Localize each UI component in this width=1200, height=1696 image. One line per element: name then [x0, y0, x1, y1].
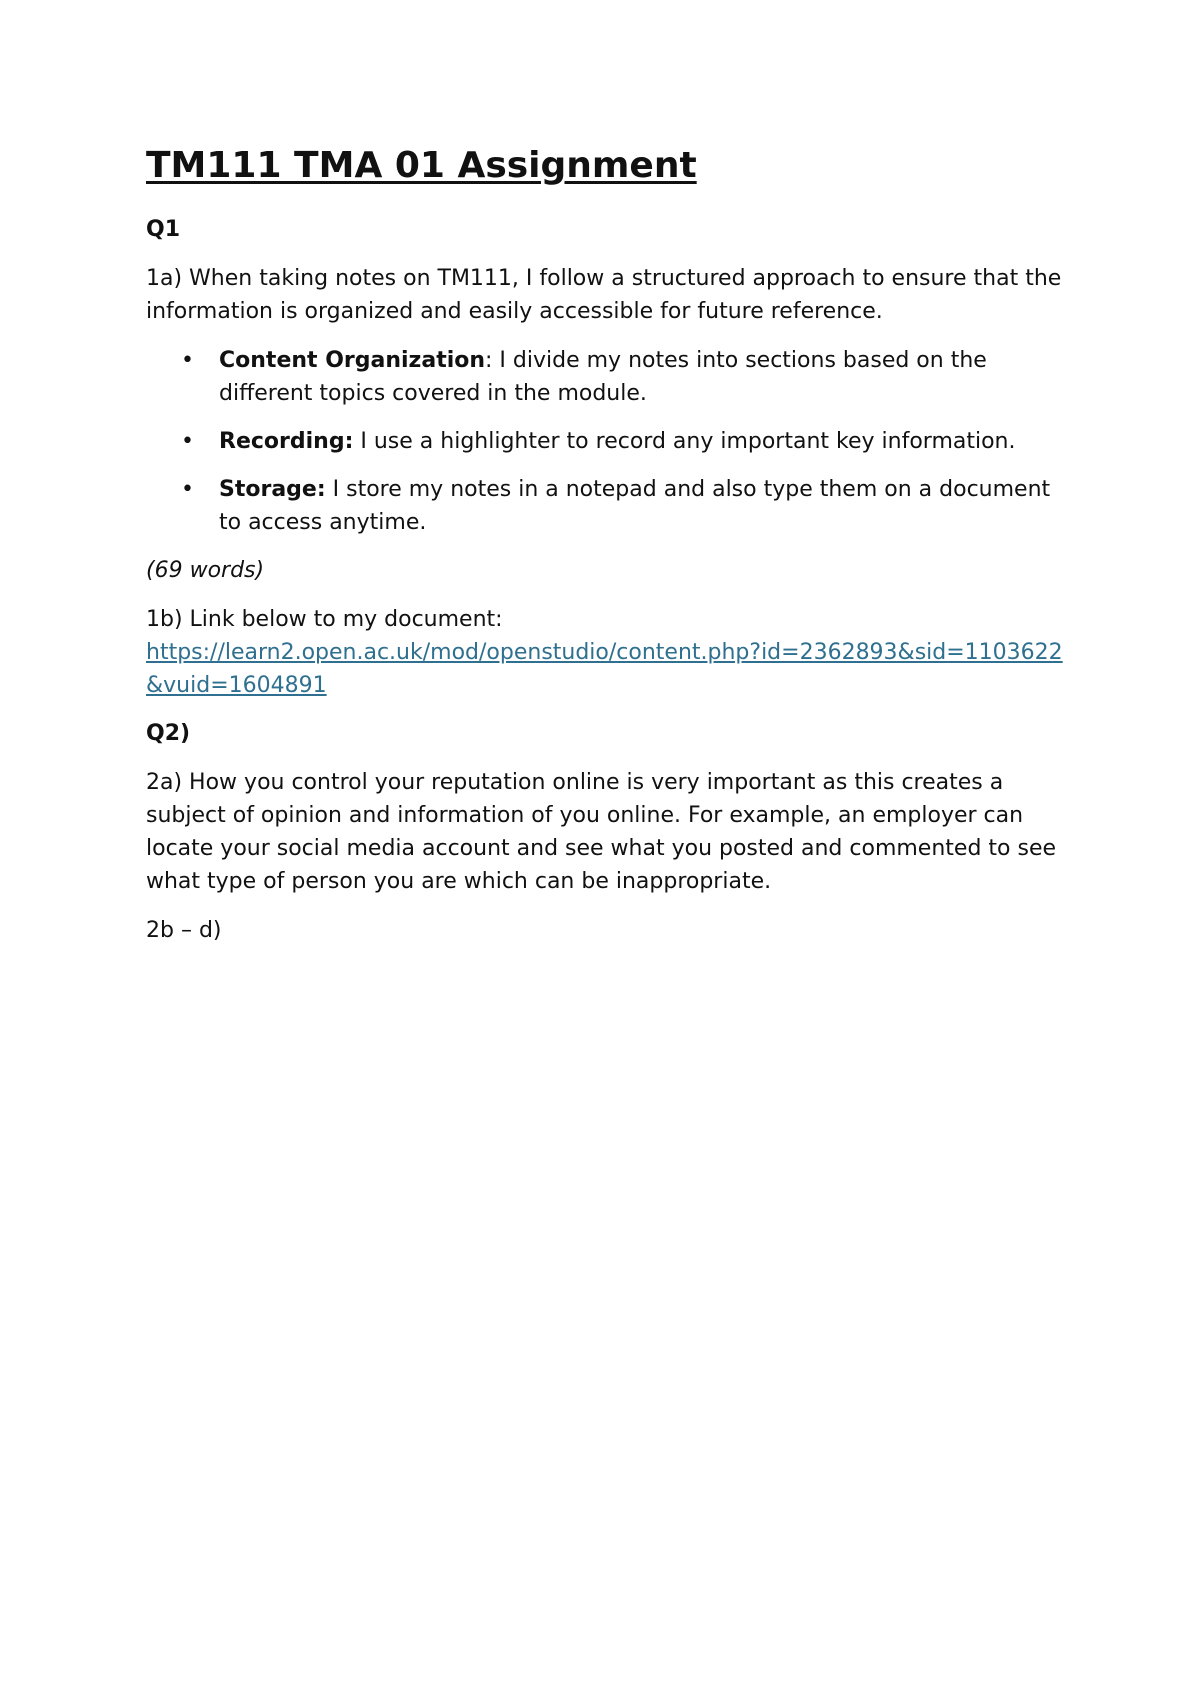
document-title: TM111 TMA 01 Assignment	[146, 145, 697, 186]
bullet-text: : I divide my notes into sections based on the different topics covered in the module.	[219, 348, 987, 406]
q2b-paragraph: 2b – d)	[146, 918, 222, 943]
bullet-dot-icon: •	[181, 477, 194, 502]
q1b-paragraph	[146, 603, 1066, 702]
q1b-text: 1b) Link below to my document:	[146, 607, 503, 632]
bullet-storage	[181, 473, 1066, 539]
bullet-label: Content Organization	[219, 348, 486, 373]
bullet-content-organization	[181, 344, 1066, 410]
bullet-dot-icon: •	[181, 429, 194, 454]
bullet-label: Storage:	[219, 477, 326, 502]
bullet-label: Recording:	[219, 429, 354, 454]
bullet-text: I use a highlighter to record any important key information.	[353, 429, 1016, 454]
document-page	[146, 140, 1066, 963]
document-link[interactable]: https://learn2.open.ac.uk/mod/openstudio/content.php?id=2362893&sid=1103622&vuid=1604891	[146, 640, 1063, 698]
q2a-paragraph: 2a) How you control your reputation online is very important as this creates a subject of opinion and information of you online. For example, an employer can locate your social media account and see what you posted and commented to see what type of person you are which can be inappropriate.	[146, 770, 1057, 894]
bullet-recording	[181, 425, 1066, 458]
q1a-paragraph: 1a) When taking notes on TM111, I follow a structured approach to ensure that the information is organized and easily accessible for future reference.	[146, 266, 1062, 324]
q1-heading: Q1	[146, 217, 181, 242]
q1a-bullet-list	[146, 344, 1066, 539]
word-count: (69 words)	[146, 558, 265, 583]
q2-heading: Q2)	[146, 721, 191, 746]
bullet-text: I store my notes in a notepad and also type them on a document to access anytime.	[219, 477, 1051, 535]
bullet-dot-icon: •	[181, 348, 194, 373]
